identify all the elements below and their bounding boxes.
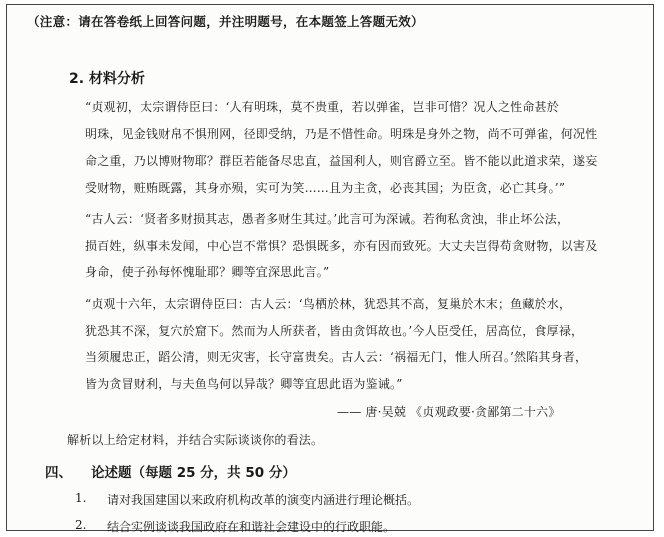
question-number: 2.	[75, 518, 87, 532]
material-line: 身命，使子孙每怀愧耻耶？卿等宜深思此言。”	[85, 265, 330, 279]
section-heading-essay	[45, 461, 296, 481]
section-number: 四、	[45, 465, 72, 481]
material-line: 明珠，见金钱财帛不惧刑网，径即受纳，乃是不惜性命。明珠是身外之物，尚不可弹雀，何况性	[85, 127, 598, 141]
material-line: 当须履忠正，蹈公清，则无灾害，长守富贵矣。古人云：‘祸福无门，惟人所召。’然陷其身者，	[85, 350, 588, 364]
exam-notice: （注意：请在答卷纸上回答问题，并注明题号，在本题签上答题无效）	[27, 14, 424, 29]
question-text: 请对我国建国以来政府机构改革的演变内涵进行理论概括。	[107, 493, 420, 507]
question-instruction: 解析以上给定材料，并结合实际谈谈你的看法。	[67, 433, 324, 447]
section-heading-material-analysis: 2. 材料分析	[69, 71, 145, 87]
exam-page	[6, 4, 654, 534]
material-line: 皆为贪冒财利，与夫鱼鸟何以异哉？卿等宜思此语为鉴诫。”	[85, 377, 403, 391]
material-line: “贞观十六年，太宗谓侍臣曰：古人云：‘鸟栖於林，犹恐其不高，复巢於木末；鱼藏於水，	[85, 297, 572, 311]
material-line: 受财物，赃贿既露，其身亦殒，实可为笑……且为主贪，必丧其国；为臣贪，必亡其身。’”	[85, 181, 566, 195]
material-line: “贞观初，太宗谓侍臣曰：‘人有明珠，莫不贵重，若以弹雀，岂非可惜？况人之性命甚於	[85, 100, 559, 114]
source-citation: —— 唐·吴兢 《贞观政要·贪鄙第二十六》	[337, 405, 561, 419]
material-line: 损百姓，纵事未发闻，中心岂不常惧？恐惧既多，亦有因而致死。大丈夫岂得苟贪财物，以害及	[85, 239, 598, 253]
question-number: 1.	[75, 491, 87, 505]
material-line: 命之重，乃以博财物耶？群臣若能备尽忠直，益国利人，则官爵立至。皆不能以此道求荣，遂妄	[85, 154, 598, 168]
material-line: 犹恐其不深，复穴於窟下。然而为人所获者，皆由贪饵故也。’今人臣受任，居高位，食厚禄，	[85, 324, 584, 338]
question-text: 结合实例谈谈我国政府在和谐社会建设中的行政职能。	[107, 520, 396, 534]
material-line: “古人云：‘贤者多财损其志，愚者多财生其过。’此言可为深诫。若徇私贪浊，非止坏公法，	[85, 212, 570, 226]
section-title: 论述题（每题 25 分，共 50 分）	[91, 465, 296, 481]
